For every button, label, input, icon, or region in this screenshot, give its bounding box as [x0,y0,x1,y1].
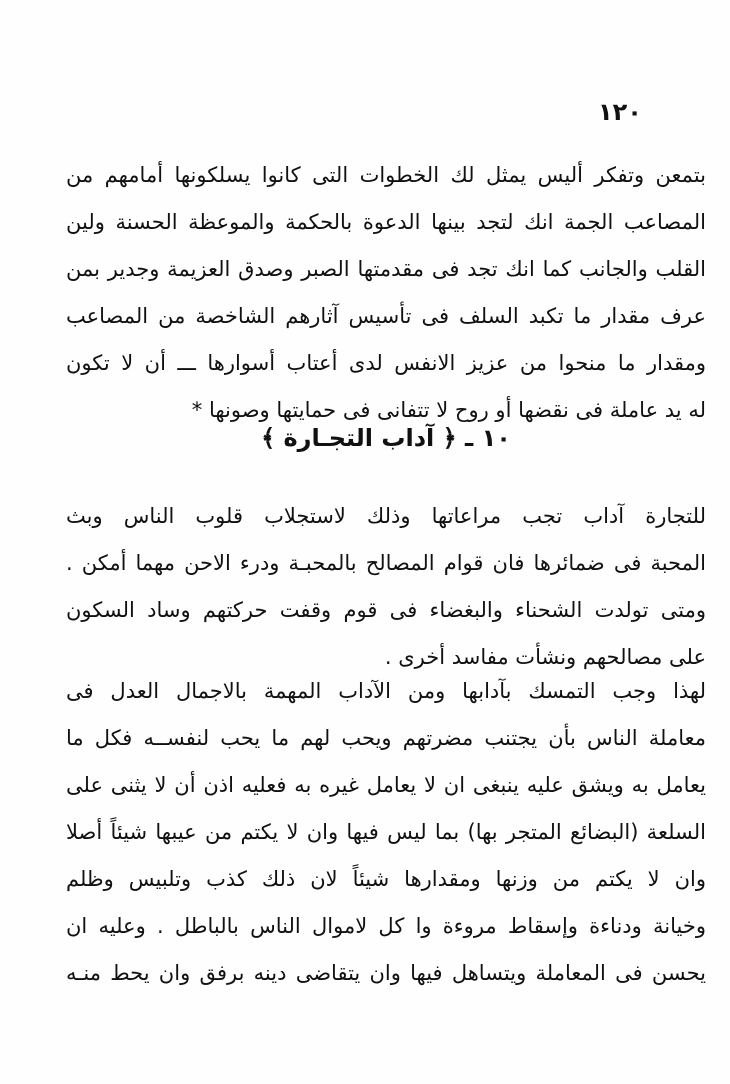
text-line: للتجارة آداب تجب مراعاتها وذلك لاستجلاب قلوب الناس وبث [66,504,706,528]
text-line: القلب والجانب كما انك تجد فى مقدمتها الصبر وصدق العزيمة وجدير بمن [66,257,706,281]
text-line: ومقدار ما منحوا من عزيز الانفس لدى أعتاب أسوارها ـــ أن لا تكون [66,351,706,375]
text-line: السلعة (البضائع المتجر بها) بما ليس فيها وان لا يكتم من عيبها شيئاً أصلا [66,820,706,844]
text-line: يحسن فى المعاملة ويتساهل فيها وان يتقاضى دينه برفق وان يحط منـه [66,961,706,985]
paragraph-1 [66,152,706,434]
text-line: وان لا يكتم من وزنها ومقدارها شيئاً لان ذلك كذب وتلبيس وظلم [66,867,706,891]
text-line: بتمعن وتفكر أليس يمثل لك الخطوات التى كانوا يسلكونها أمامهم من [66,163,706,187]
paragraph-3 [66,668,706,997]
text-line: يعامل به ويشق عليه ينبغى ان لا يعامل غيره به فعليه اذن أن لا يثنى على [66,773,706,797]
text-line: ومتى تولدت الشحناء والبغضاء فى قوم وقفت حركتهم وساد السكون [66,598,706,622]
text-line: معاملة الناس بأن يجتنب مضرتهم ويحب لهم ما يحب لنفســه فكل ما [66,726,706,750]
text-line: عرف مقدار ما تكبد السلف فى تأسيس آثارهم الشاخصة من المصاعب [66,304,706,328]
text-line: لهذا وجب التمسك بآدابها ومن الآداب المهمة بالاجمال العدل فى [66,679,706,703]
paragraph-2 [66,493,706,681]
text-line: على مصالحهم ونشأت مفاسد أخرى . [384,645,706,669]
text-line: المحبة فى ضمائرها فان قوام المصالح بالمحبـة ودرء الاحن مهما أمكن . [66,551,706,575]
text-line: المصاعب الجمة انك لتجد بينها الدعوة بالحكمة والموعظة الحسنة ولين [66,210,706,234]
text-line: وخيانة ودناءة وإسقاط مروءة وا كل لاموال الناس بالباطل . وعليه ان [66,914,706,938]
text-line: له يد عاملة فى نقضها أو روح لا تتفانى فى حمايتها وصونها * [191,398,706,422]
page-number: ١٢٠ [598,98,642,126]
section-heading: ١٠ ـ ﴿ آداب التجـارة ﴾ [261,424,511,452]
